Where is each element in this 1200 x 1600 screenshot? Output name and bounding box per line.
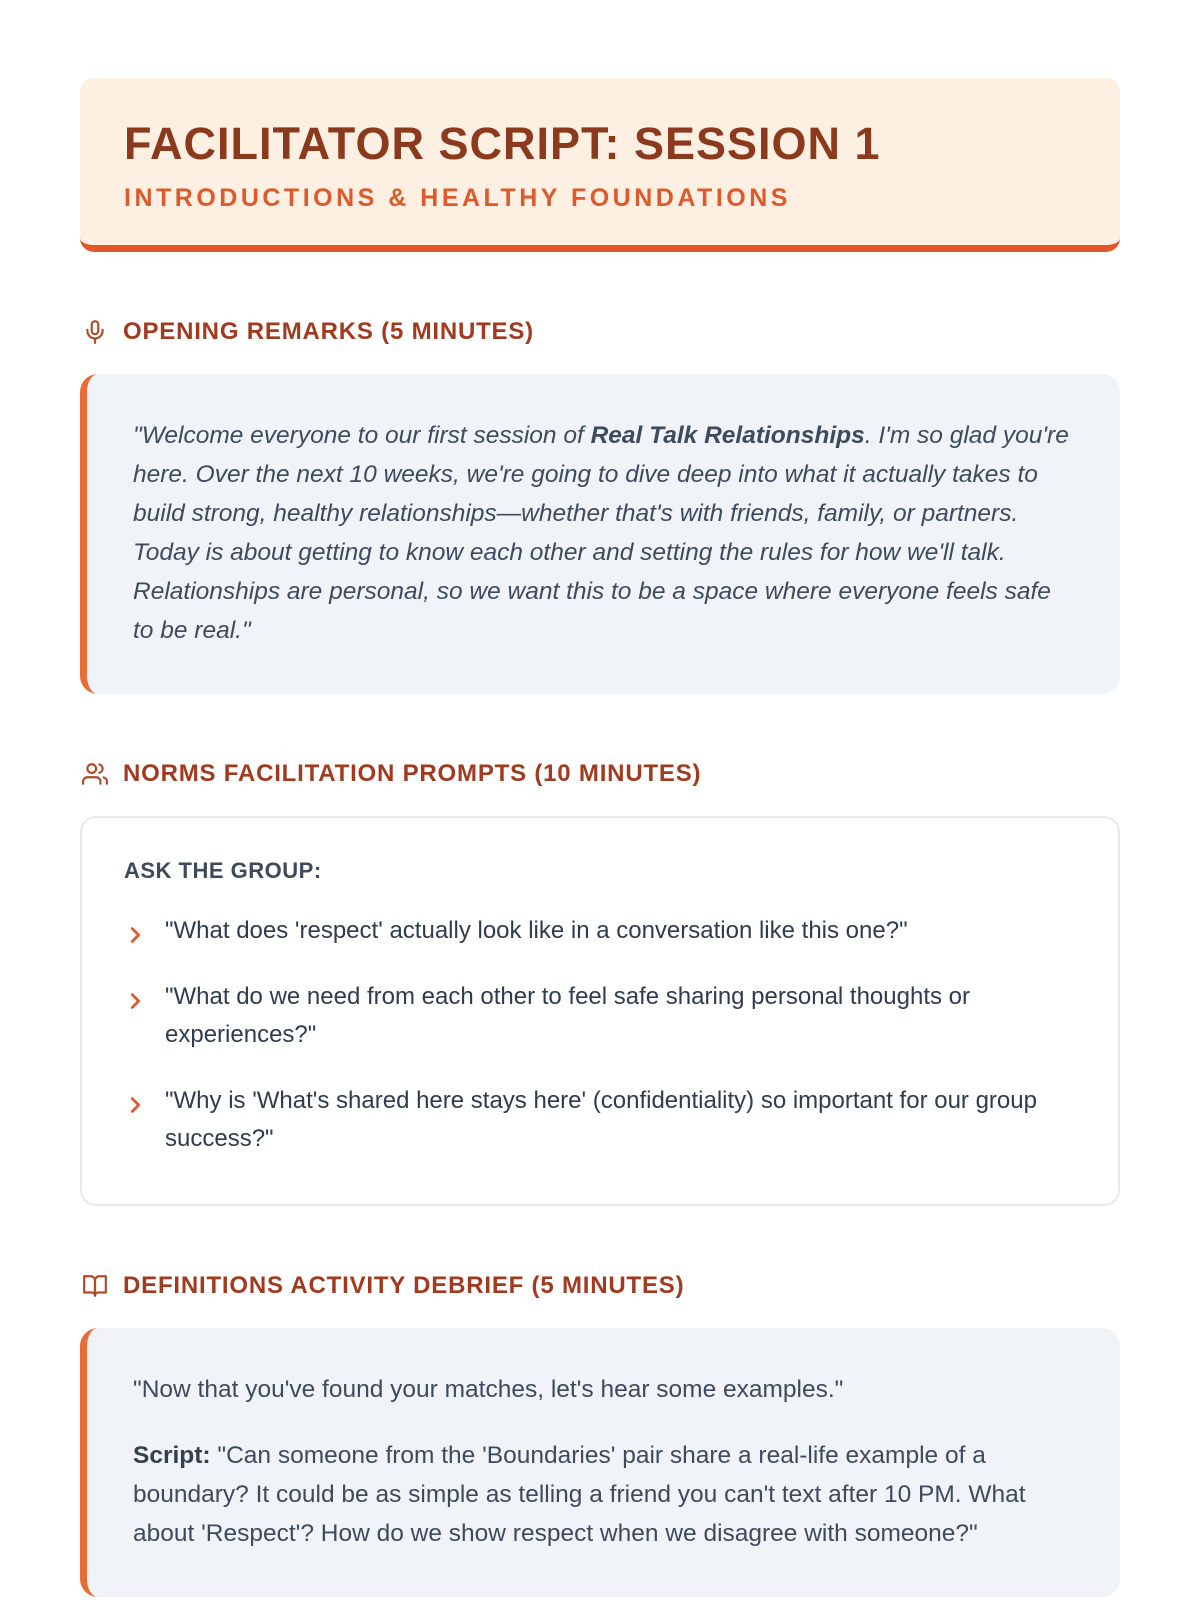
section-definitions-debrief	[80, 1272, 1120, 1597]
prompt-item	[124, 978, 1074, 1054]
norms-prompt-card	[80, 816, 1120, 1206]
debrief-script-paragraph	[133, 1436, 1070, 1553]
norms-section-heading	[82, 760, 1120, 788]
debrief-section-heading	[82, 1272, 1120, 1300]
chevron-right-icon	[124, 920, 146, 942]
norms-heading-text: NORMS FACILITATION PROMPTS (10 MINUTES)	[123, 760, 702, 787]
opening-quote-block	[80, 374, 1120, 694]
page-title: FACILITATOR SCRIPT: SESSION 1	[124, 118, 881, 169]
prompt-item	[124, 912, 1074, 950]
microphone-icon	[82, 319, 108, 345]
ask-the-group-label: ASK THE GROUP:	[124, 858, 322, 883]
opening-section-heading	[82, 318, 1120, 346]
opening-quote-part2: . I'm so glad you're here. Over the next 10 weeks, we're going to dive deep into what it actually takes to build strong, healthy relationships—whether that's with friends, family, or partners. Today is about getting to know each other and setting the rules for how we'll talk. Relationships are personal, so we want this to be a space where everyone feels safe to be real."	[133, 422, 1069, 644]
chevron-right-icon	[124, 1090, 146, 1112]
header-banner	[80, 78, 1120, 252]
opening-quote-part1: "Welcome everyone to our first session of	[133, 422, 591, 449]
script-text: "Can someone from the 'Boundaries' pair share a real-life example of a boundary? It could be as simple as telling a friend you can't text after 10 PM. What about 'Respect'? How do we show respect when we disagree with someone?"	[133, 1442, 1026, 1547]
opening-heading-text: OPENING REMARKS (5 MINUTES)	[123, 318, 534, 345]
debrief-heading-text: DEFINITIONS ACTIVITY DEBRIEF (5 MINUTES)	[123, 1272, 685, 1299]
opening-quote-bold: Real Talk Relationships	[590, 422, 865, 449]
debrief-line1: "Now that you've found your matches, let's hear some examples."	[133, 1376, 844, 1403]
script-label: Script:	[133, 1442, 211, 1469]
prompt-text: "What do we need from each other to feel safe sharing personal thoughts or experiences?"	[165, 983, 970, 1048]
section-norms-prompts	[80, 760, 1120, 1206]
debrief-quote-block	[80, 1328, 1120, 1597]
prompt-text: "What does 'respect' actually look like in a conversation like this one?"	[165, 917, 908, 944]
opening-quote-paragraph	[133, 416, 1070, 650]
book-open-icon	[82, 1273, 108, 1299]
page-subtitle: INTRODUCTIONS & HEALTHY FOUNDATIONS	[124, 184, 791, 212]
prompt-item	[124, 1082, 1074, 1158]
prompt-text: "Why is 'What's shared here stays here' (confidentiality) so important for our group success?"	[165, 1087, 1037, 1152]
users-icon	[82, 761, 108, 787]
section-opening-remarks	[80, 318, 1120, 694]
chevron-right-icon	[124, 986, 146, 1008]
